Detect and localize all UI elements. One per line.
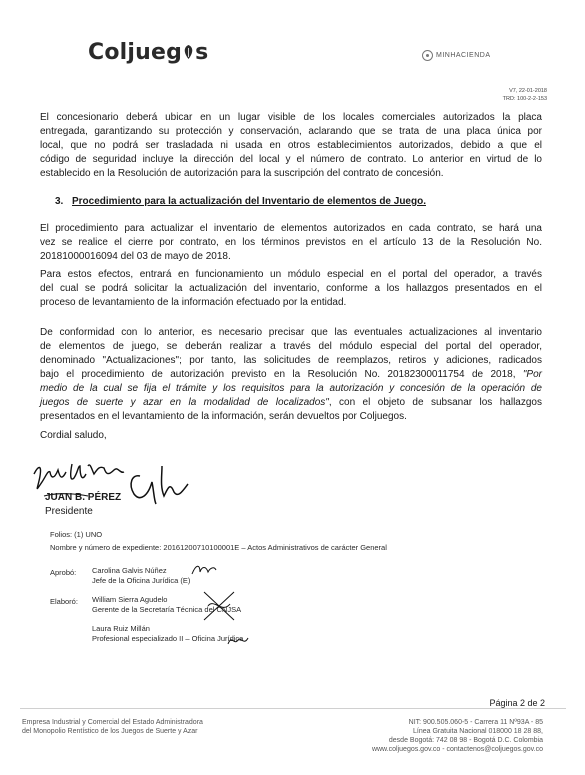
- aprobo-label: Aprobó:: [50, 568, 77, 577]
- reviewer-name: Laura Ruiz Millán: [92, 624, 150, 633]
- paragraph-line: 20181000016094 del 03 de mayo de 2018.: [40, 251, 231, 262]
- section-title: Procedimiento para la actualización del Inventario de elementos de Juego.: [72, 196, 426, 207]
- paragraph-line: El concesionario deberá ubicar en un lugar visible de los locales comerciales autorizados la placa: [40, 112, 542, 123]
- paragraph-line: medio de la cual se fija el trámite y los requisitos para la autorización y concesión de la operación de: [40, 383, 542, 394]
- paragraph-procedimiento: [40, 222, 542, 264]
- line-text: , con el objeto de subsanar los hallazgos: [328, 397, 542, 408]
- ministry-logo: [422, 50, 491, 61]
- section-heading: [55, 196, 426, 207]
- elaboro-label: Elaboró:: [50, 597, 78, 606]
- paragraph-line: presentados en el levantamiento de la información, serán devueltos por Coljuegos.: [40, 411, 407, 422]
- coljuegos-logo: [88, 40, 208, 65]
- closing-greeting: Cordial saludo,: [40, 430, 107, 441]
- paragraph-line: entregada, garantizando su protección y conservación, aclarando que se trata de una placa única por: [40, 126, 542, 137]
- paragraph-line: código de seguridad incluye la dirección del local y el número de contrato. Lo anterior en virtud de lo: [40, 154, 542, 165]
- paragraph-line: local, que no podrá ser trasladada ni usada en otros establecimientos autorizados, debido a que el: [40, 140, 542, 151]
- paragraph-line: vez se realice el cierre por contrato, en los términos previstos en el artículo 13 de la Resolución No.: [40, 237, 542, 248]
- reviewer-role: Profesional especializado II – Oficina Jurídica: [92, 634, 244, 643]
- logo-text-suffix: s: [195, 40, 209, 65]
- footer-web: www.coljuegos.gov.co - contactenos@coljuegos.gov.co: [371, 746, 543, 753]
- line-text-italic: juegos de suerte y azar en la modalidad de localizados": [40, 397, 329, 408]
- paragraph-line: El procedimiento para actualizar el inventario de elementos autorizados en cada contrato, se hará una: [40, 223, 542, 234]
- footer-company-line: del Monopolio Rentístico de los Juegos de Suerte y Azar: [22, 728, 198, 735]
- seal-icon: [422, 50, 433, 61]
- footer-address: desde Bogotá: 742 08 98 - Bogotá D.C. Colombia: [388, 737, 543, 744]
- elaboro-name: William Sierra Agudelo: [92, 595, 168, 604]
- footer-company-line: Empresa Industrial y Comercial del Estado Administradora: [22, 719, 203, 726]
- paragraph-line: de elementos de juego, se deberán realizar a través del módulo especial del portal del operador,: [40, 341, 542, 352]
- signer-role: Presidente: [45, 506, 93, 517]
- elaboro-role: Gerente de la Secretaría Técnica del CNJSA: [92, 605, 242, 614]
- footer-phone: Línea Gratuita Nacional 018000 18 28 88,: [413, 728, 543, 735]
- line-text: bajo el procedimiento de autorización previsto en la Resolución No. 20182300011754 de 2018,: [40, 369, 523, 380]
- paragraph-line: denominado "Actualizaciones"; por tanto, las solicitudes de reemplazos, retiros y adiciones, radicados: [40, 355, 542, 366]
- page-number: Página 2 de 2: [489, 698, 545, 708]
- paragraph-line: [40, 368, 542, 382]
- initials-mark: [200, 588, 238, 624]
- folios: Folios: (1) UNO: [50, 530, 103, 539]
- doc-version: V7, 22-01-2018: [509, 88, 547, 94]
- initials-mark: [226, 632, 250, 650]
- expediente: Nombre y número de expediente: 20161200710100001E – Actos Administrativos de carácter General: [50, 543, 387, 552]
- leaf-logo-icon: [182, 44, 195, 60]
- paragraph-line: establecido en la Resolución de autorización para la suscripción del contrato de concesión.: [40, 168, 444, 179]
- paragraph-line: Para estos efectos, entrará en funcionamiento un módulo especial en el portal del operador, a través: [40, 269, 542, 280]
- line-text-italic: "Por: [522, 369, 542, 380]
- signer-name: JUAN B. PÉREZ: [45, 492, 122, 503]
- logo-text-prefix: Coljueg: [88, 40, 183, 65]
- paragraph-line: De conformidad con lo anterior, es necesario precisar que las eventuales actualizaciones al inventario: [40, 327, 542, 338]
- initials-mark: [190, 560, 218, 580]
- footer-divider: [20, 708, 566, 709]
- footer-nit: NIT: 900.505.060-5 - Carrera 11 Nº93A - 85: [408, 719, 543, 726]
- paragraph-line: del cual se podrá solicitar la actualización del inventario, conforme a los hallazgos presentados en el: [40, 283, 542, 294]
- ministry-name: MINHACIENDA: [436, 52, 491, 59]
- document-code: [503, 87, 547, 103]
- aprobo-name: Carolina Galvis Núñez: [92, 566, 167, 575]
- paragraph-placa: [40, 111, 542, 181]
- footer-company: [22, 718, 203, 736]
- aprobo-role: Jefe de la Oficina Jurídica (E): [92, 576, 191, 585]
- handwritten-signature: [28, 452, 208, 512]
- footer-contact: [372, 718, 543, 754]
- section-number: 3.: [55, 196, 64, 207]
- doc-trd: TRD: 100-2-2-153: [502, 96, 547, 102]
- paragraph-actualizaciones: [40, 326, 542, 424]
- paragraph-line: proceso de levantamiento de la información efectuado por la entidad.: [40, 297, 347, 308]
- paragraph-line: [40, 396, 542, 410]
- paragraph-modulo: [40, 268, 542, 310]
